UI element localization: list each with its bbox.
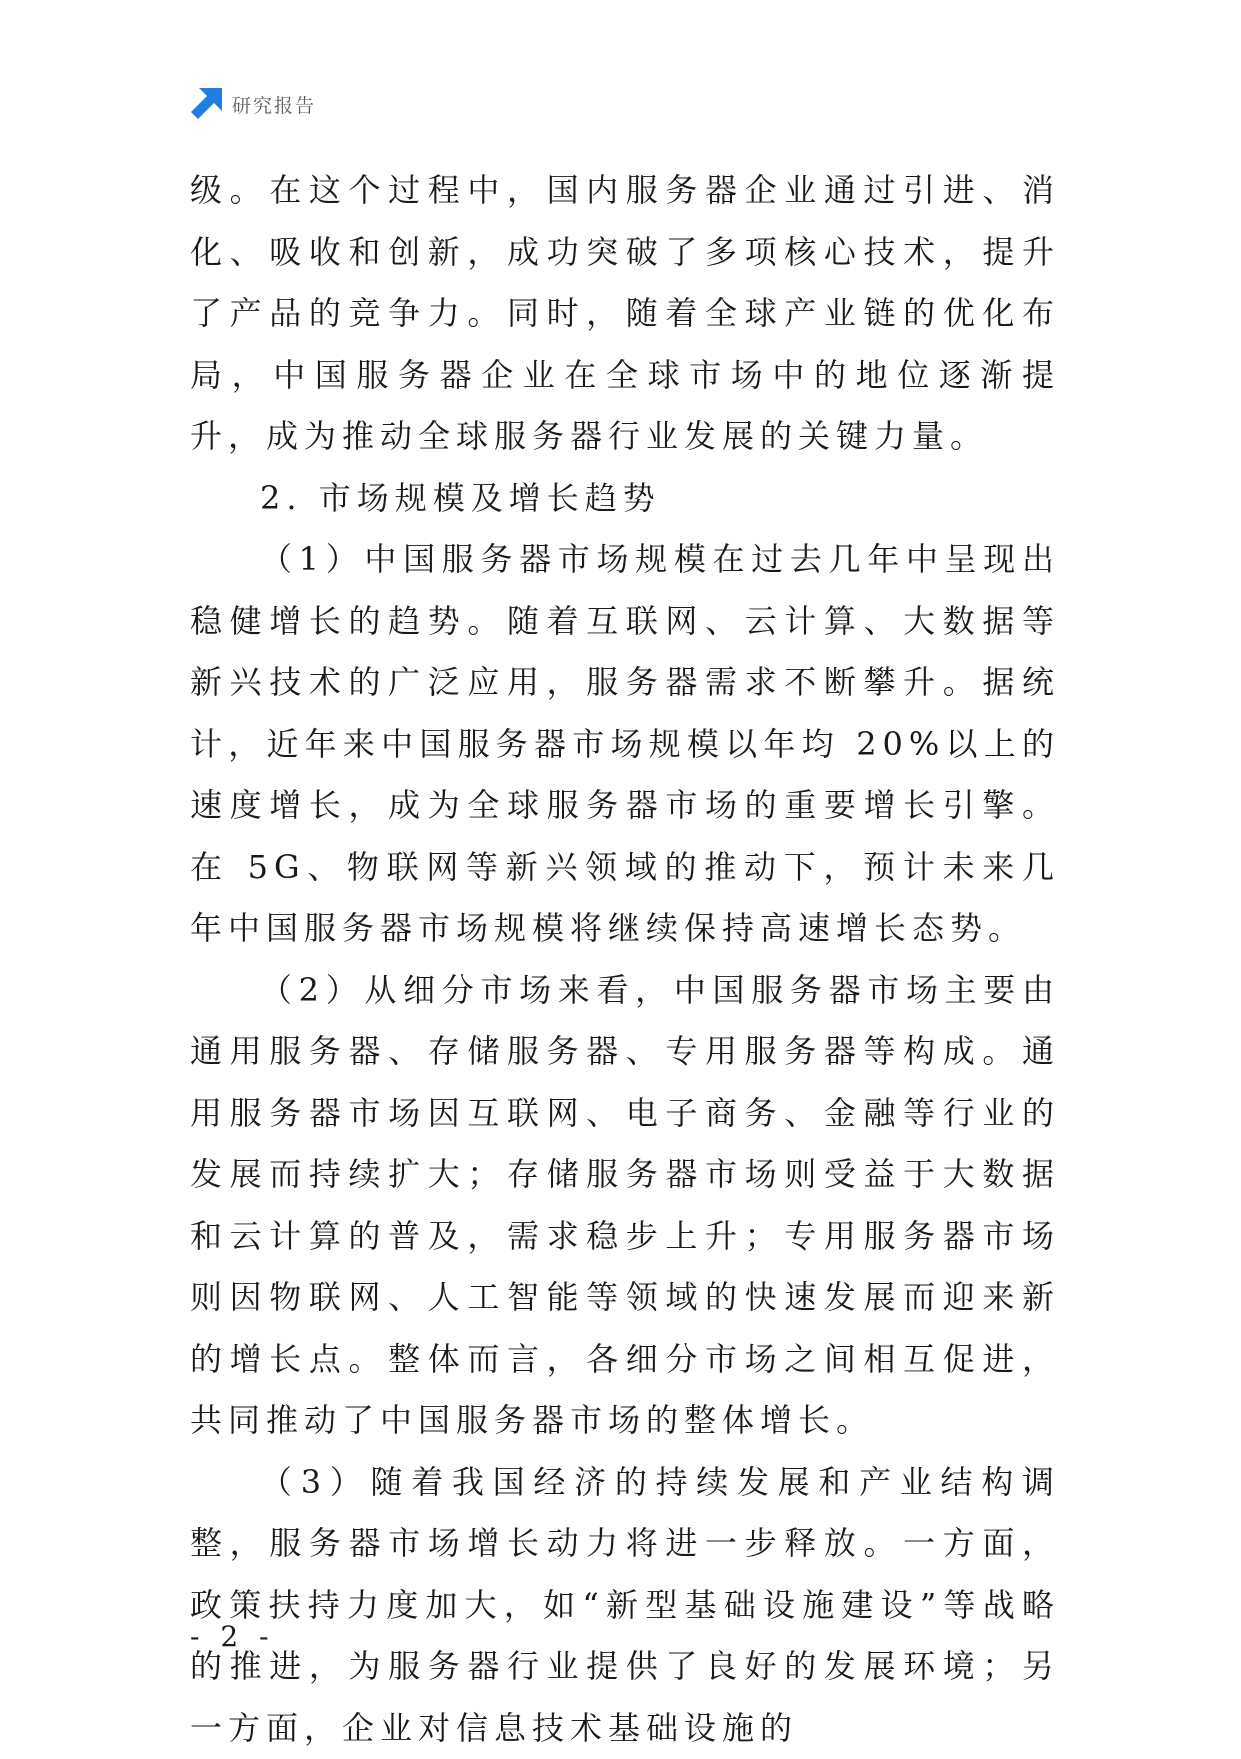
paragraph-continuation: 级。在这个过程中，国内服务器企业通过引进、消化、吸收和创新，成功突破了多项核心技术，提升了产品的竞争力。同时，随着全球产业链的优化布局，中国服务器企业在全球市场中的地位逐渐提升，成为推动全球服务器行业发展的关键力量。 [190, 160, 1060, 468]
document-body [190, 160, 1060, 1759]
paragraph-item-2: （2）从细分市场来看，中国服务器市场主要由通用服务器、存储服务器、专用服务器等构成。通用服务器市场因互联网、电子商务、金融等行业的发展而持续扩大；存储服务器市场则受益于大数据和云计算的普及，需求稳步上升；专用服务器市场则因物联网、人工智能等领域的快速发展而迎来新的增长点。整体而言，各细分市场之间相互促进，共同推动了中国服务器市场的整体增长。 [190, 960, 1060, 1452]
page-header [190, 86, 316, 122]
paragraph-item-1: （1）中国服务器市场规模在过去几年中呈现出稳健增长的趋势。随着互联网、云计算、大数据等新兴技术的广泛应用，服务器需求不断攀升。据统计，近年来中国服务器市场规模以年均 20%以上的速度增长，成为全球服务器市场的重要增长引擎。在 5G、物联网等新兴领域的推动下，预计未来几年中国服务器市场规模将继续保持高速增长态势。 [190, 529, 1060, 960]
paragraph-item-3: （3）随着我国经济的持续发展和产业结构调整，服务器市场增长动力将进一步释放。一方面，政策扶持力度加大，如“新型基础设施建设”等战略的推进，为服务器行业提供了良好的发展环境；另一方面，企业对信息技术基础设施的 [190, 1452, 1060, 1759]
page-number: - 2 - [190, 1620, 275, 1653]
arrow-up-right-icon [190, 88, 222, 120]
section-heading: 2. 市场规模及增长趋势 [190, 468, 1060, 530]
header-title: 研究报告 [232, 91, 316, 118]
